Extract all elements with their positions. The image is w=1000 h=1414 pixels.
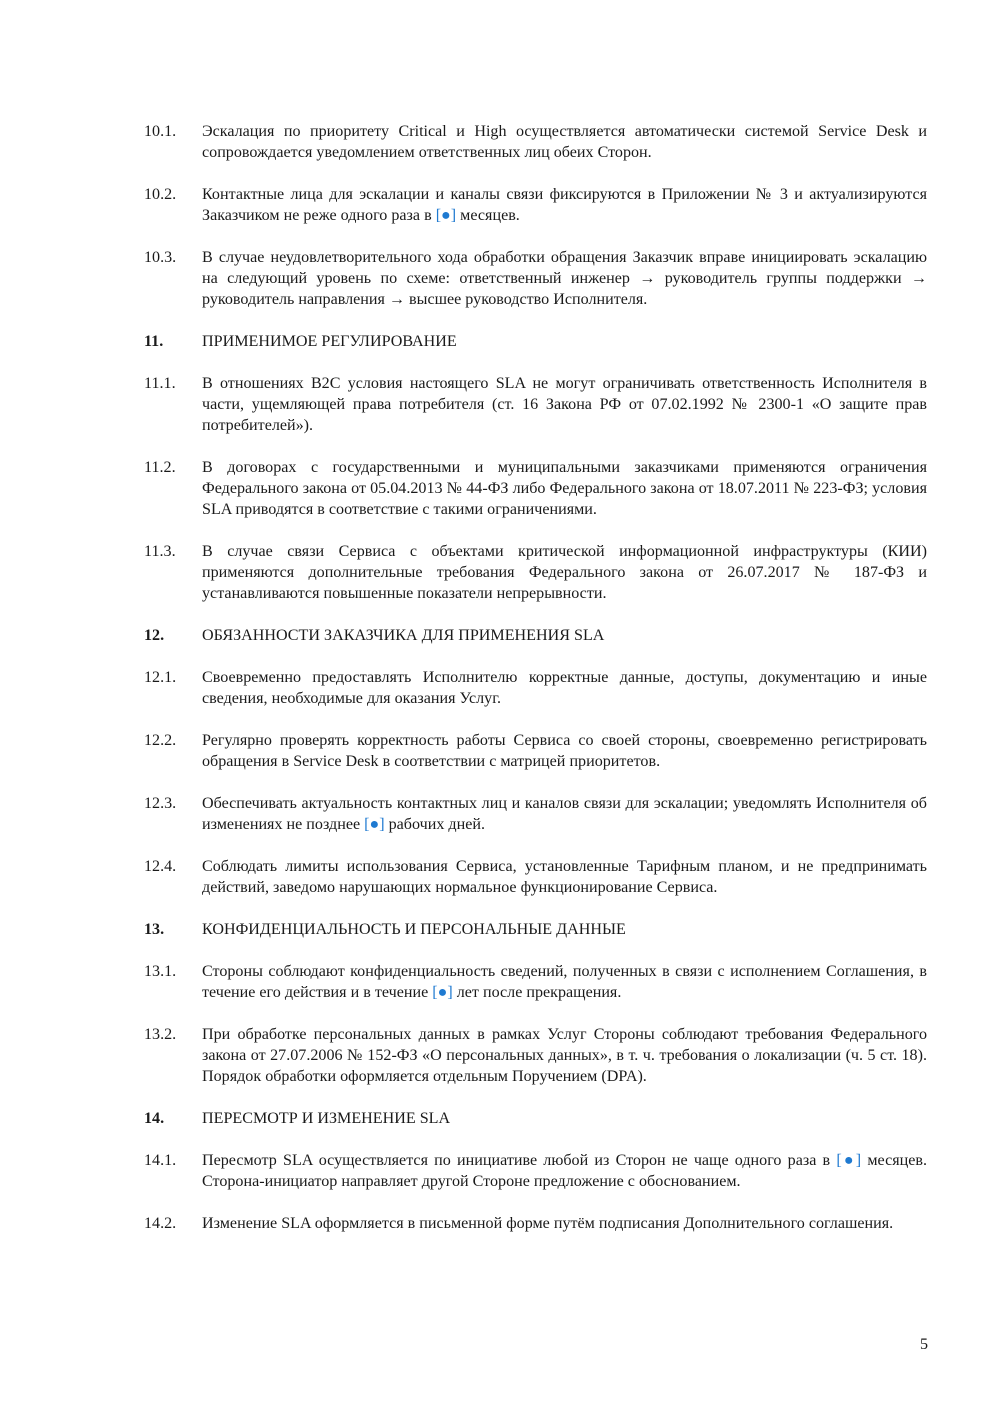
- clause-number: 10.3.: [144, 249, 177, 266]
- clause-text-part: Обеспечивать актуальность контактных лиц и каналов связи для эскалации; уведомлять Исполнителя об изменениях не позднее: [202, 795, 927, 833]
- clause-text: [202, 184, 927, 226]
- clause-number: 12.4.: [144, 858, 177, 875]
- section-number: 14.: [144, 1110, 165, 1127]
- clause-11-2: [144, 457, 927, 520]
- clause-text: При обработке персональных данных в рамках Услуг Стороны соблюдают требования Федерального закона от 27.07.2006 № 152-ФЗ «О персональных данных», в т. ч. требования о локализации (ч. 5 ст. 18). Порядок обработки оформляется отдельным Поручением (DPA).: [202, 1026, 927, 1085]
- section-heading-13: [144, 919, 927, 940]
- placeholder-marker: [●]: [432, 984, 453, 1001]
- clause-11-1: [144, 373, 927, 436]
- section-title: ОБЯЗАННОСТИ ЗАКАЗЧИКА ДЛЯ ПРИМЕНЕНИЯ SLA: [202, 627, 605, 644]
- clause-number: 11.1.: [144, 375, 176, 392]
- clause-number: 13.2.: [144, 1026, 177, 1043]
- section-number: 13.: [144, 921, 165, 938]
- section-title: КОНФИДЕНЦИАЛЬНОСТЬ И ПЕРСОНАЛЬНЫЕ ДАННЫЕ: [202, 921, 626, 938]
- clause-14-1: [144, 1150, 927, 1192]
- clause-number: 11.2.: [144, 459, 176, 476]
- clause-text: Своевременно предоставлять Исполнителю корректные данные, доступы, документацию и иные сведения, необходимые для оказания Услуг.: [202, 669, 927, 707]
- clause-text: [202, 793, 927, 835]
- clause-number: 13.1.: [144, 963, 177, 980]
- clause-text: Эскалация по приоритету Critical и High осуществляется автоматически системой Service Desk и сопровождается уведомлением ответственных лиц обеих Сторон.: [202, 123, 927, 161]
- clause-number: 11.3.: [144, 543, 176, 560]
- clause-text: [202, 961, 927, 1003]
- section-number: 11.: [144, 333, 164, 350]
- clause-text-part: месяцев. Сторона-инициатор направляет другой Стороне предложение с обоснованием.: [202, 1152, 927, 1190]
- clause-12-3: [144, 793, 927, 835]
- clause-text-part: рабочих дней.: [384, 816, 485, 833]
- clause-text: [202, 1150, 927, 1192]
- clause-10-1: [144, 121, 927, 163]
- clause-text: В случае связи Сервиса с объектами критической информационной инфраструктуры (КИИ) применяются дополнительные требования Федерального закона от 26.07.2017 № 187-ФЗ и устанавливаются повышенные показатели непрерывности.: [202, 543, 927, 602]
- section-heading-11: [144, 331, 927, 352]
- clause-10-3: [144, 247, 927, 310]
- clause-text: Изменение SLA оформляется в письменной форме путём подписания Дополнительного соглашения.: [202, 1215, 894, 1232]
- clause-text: В случае неудовлетворительного хода обработки обращения Заказчик вправе инициировать эскалацию на следующий уровень по схеме: ответственный инженер → руководитель группы поддержки → руководитель направления → высшее руководство Исполнителя.: [202, 249, 927, 308]
- section-title: ПЕРЕСМОТР И ИЗМЕНЕНИЕ SLA: [202, 1110, 451, 1127]
- clause-text: Регулярно проверять корректность работы Сервиса со своей стороны, своевременно регистрировать обращения в Service Desk в соответствии с матрицей приоритетов.: [202, 732, 927, 770]
- clause-text-part: Пересмотр SLA осуществляется по инициативе любой из Сторон не чаще одного раза в: [202, 1152, 837, 1169]
- clause-text-part: лет после прекращения.: [452, 984, 622, 1001]
- page-number: 5: [919, 1336, 928, 1353]
- clause-text: Соблюдать лимиты использования Сервиса, установленные Тарифным планом, и не предпринимать действий, заведомо нарушающих нормальное функционирование Сервиса.: [202, 858, 927, 896]
- clause-number: 10.2.: [144, 186, 177, 203]
- clause-text-part: Стороны соблюдают конфиденциальность сведений, полученных в связи с исполнением Соглашения, в течение его действия и в течение: [202, 963, 927, 1001]
- clause-text-part: месяцев.: [456, 207, 520, 224]
- clause-number: 12.1.: [144, 669, 177, 686]
- clause-12-4: [144, 856, 927, 898]
- clause-10-2: [144, 184, 927, 226]
- clause-13-1: [144, 961, 927, 1003]
- clause-number: 12.3.: [144, 795, 177, 812]
- clause-number: 14.2.: [144, 1215, 177, 1232]
- clause-number: 14.1.: [144, 1152, 177, 1169]
- clause-text: В договорах с государственными и муниципальными заказчиками применяются ограничения Федерального закона от 05.04.2013 № 44-ФЗ либо Федерального закона от 18.07.2011 № 223-ФЗ; условия SLA приводятся в соответствие с такими ограничениями.: [202, 459, 927, 518]
- clause-11-3: [144, 541, 927, 604]
- placeholder-marker: [●]: [364, 816, 385, 833]
- clause-14-2: [144, 1213, 927, 1234]
- clause-number: 10.1.: [144, 123, 177, 140]
- placeholder-marker: [●]: [435, 207, 457, 224]
- section-title: ПРИМЕНИМОЕ РЕГУЛИРОВАНИЕ: [202, 333, 457, 350]
- clause-12-1: [144, 667, 927, 709]
- clause-13-2: [144, 1024, 927, 1087]
- document-body: [144, 121, 927, 1255]
- clause-text-part: Контактные лица для эскалации и каналы связи фиксируются в Приложении № 3 и актуализируются Заказчиком не реже одного раза в: [202, 186, 927, 224]
- placeholder-marker: [●]: [836, 1152, 862, 1169]
- section-heading-12: [144, 625, 927, 646]
- clause-number: 12.2.: [144, 732, 177, 749]
- section-heading-14: [144, 1108, 927, 1129]
- clause-12-2: [144, 730, 927, 772]
- section-number: 12.: [144, 627, 165, 644]
- clause-text: В отношениях B2C условия настоящего SLA не могут ограничивать ответственность Исполнителя в части, ущемляющей права потребителя (ст. 16 Закона РФ от 07.02.1992 № 2300-1 «О защите прав потребителей»).: [202, 375, 927, 434]
